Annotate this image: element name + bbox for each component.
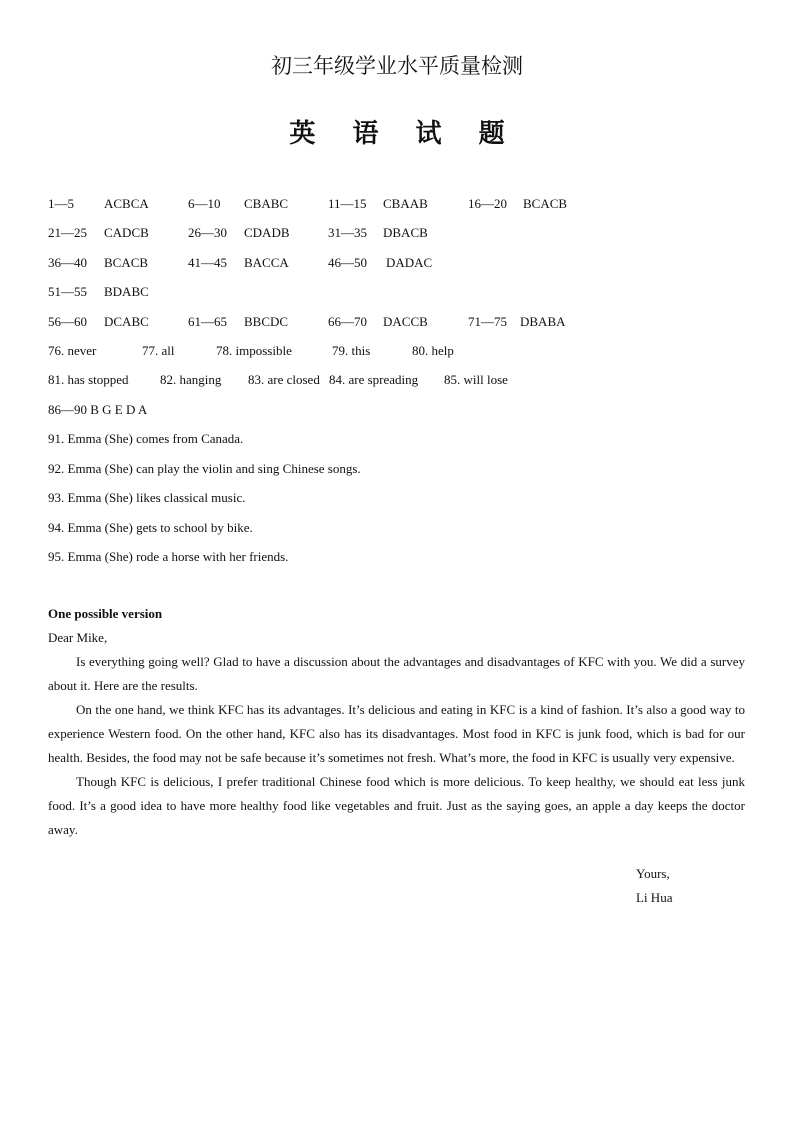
essay-paragraph-2: On the one hand, we think KFC has its advantages. It’s delicious and eating in KFC is a kind of fashion. It’s also a good way to experience Western food. On the other hand, KFC also has its disadvantages. Most food in KFC is junk food, which is bad for our health. Besides, the food may not be safe because it’s sometimes not fresh. What’s more, the food in KFC is usually very expensive. (48, 702, 745, 765)
sentence-95: 95. Emma (She) rode a horse with her friends. (48, 549, 289, 565)
exam-title: 初三年级学业水平质量检测 (271, 54, 523, 78)
answer-group: BCACB (104, 254, 149, 270)
answer-row-3 (48, 255, 748, 284)
answer-row-4 (48, 284, 748, 313)
answer-group: DBACB (383, 225, 428, 241)
answer-group: ACBCA (104, 196, 149, 211)
range-label: 1—5 (48, 196, 74, 211)
sentence-92: 92. Emma (She) can play the violin and sing Chinese songs. (48, 460, 361, 476)
answer-group: DBABA (520, 313, 566, 329)
answer-group: BDABC (104, 284, 149, 300)
verb-forms-row (48, 372, 748, 401)
answer-row-1 (48, 196, 748, 225)
answer-section (48, 196, 748, 579)
fill-word: 79. this (332, 342, 371, 358)
range-label: 56—60 (48, 313, 87, 329)
answer-group: CBABC (244, 196, 289, 211)
verb-form: 84. are spreading (329, 372, 419, 388)
essay-heading: One possible version (48, 606, 163, 621)
fill-word: 77. all (142, 342, 175, 358)
sentence-94: 94. Emma (She) gets to school by bike. (48, 519, 253, 535)
fill-word: 78. impossible (216, 342, 292, 358)
answer-group: CBAAB (383, 196, 428, 211)
range-label: 61—65 (188, 313, 227, 329)
essay-closing: Yours, (636, 866, 670, 881)
range-label: 66—70 (328, 313, 367, 329)
subject-title: 英 语 试 题 (289, 119, 519, 149)
sentence-91: 91. Emma (She) comes from Canada. (48, 431, 244, 447)
answer-group: CADCB (104, 225, 149, 241)
answer-row-5 (48, 314, 748, 343)
range-label: 26—30 (188, 225, 227, 241)
essay-paragraph-1: Is everything going well? Glad to have a discussion about the advantages and disadvantages of KFC with you. We did a survey about it. Here are the results. (48, 654, 745, 693)
answer-group: DACCB (383, 313, 428, 329)
answer-group: DADAC (386, 254, 433, 270)
range-label: 11—15 (328, 196, 367, 211)
answer-group: CDADB (244, 225, 290, 241)
range-label: 6—10 (188, 196, 221, 211)
verb-form: 82. hanging (160, 372, 222, 388)
answer-row-2 (48, 225, 748, 254)
answer-group: BACCA (244, 254, 289, 270)
range-label: 46—50 (328, 254, 367, 270)
answer-86-90: 86—90 B G E D A (48, 401, 148, 417)
range-label: 36—40 (48, 254, 87, 270)
essay-signature: Li Hua (636, 890, 673, 905)
range-label: 21—25 (48, 225, 87, 241)
sentence-93: 93. Emma (She) likes classical music. (48, 490, 246, 506)
sample-essay (48, 602, 745, 842)
fill-word: 76. never (48, 342, 97, 358)
verb-form: 83. are closed (248, 372, 320, 388)
essay-salutation: Dear Mike, (48, 630, 108, 645)
range-label: 31—35 (328, 225, 367, 241)
answer-group: DCABC (104, 313, 149, 329)
range-label: 41—45 (188, 254, 227, 270)
answer-group: BCACB (523, 196, 568, 211)
answer-group: BBCDC (244, 313, 289, 329)
fill-words-row (48, 343, 748, 372)
verb-form: 81. has stopped (48, 372, 129, 388)
range-label: 71—75 (468, 313, 507, 329)
range-label: 16—20 (468, 196, 507, 211)
verb-form: 85. will lose (444, 372, 508, 388)
essay-paragraph-3: Though KFC is delicious, I prefer traditional Chinese food which is more delicious. To keep healthy, we should eat less junk food. It’s a good idea to have more healthy food like vegetables and fruit. Just as the saying goes, an apple a day keeps the doctor away. (48, 774, 745, 837)
range-label: 51—55 (48, 284, 87, 300)
fill-word: 80. help (412, 342, 454, 358)
